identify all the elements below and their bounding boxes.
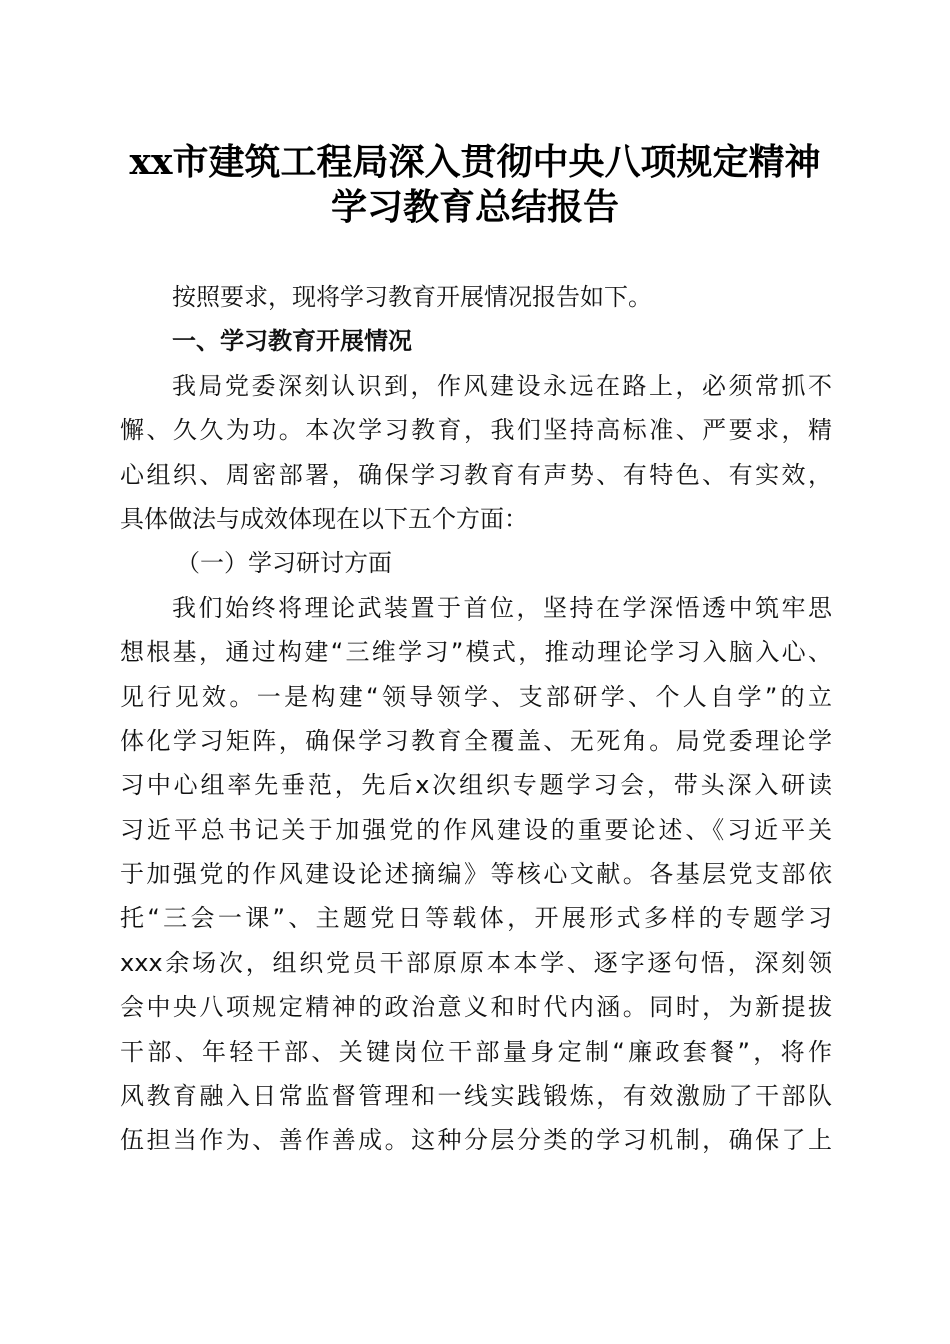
paragraph-line: xxx余场次，组织党员干部原原本本学、逐字逐句悟，深刻领 xyxy=(120,948,832,977)
paragraph-line: 风教育融入日常监督管理和一线实践锻炼，有效激励了干部队 xyxy=(120,1082,832,1111)
paragraph-line: 托“三会一课”、主题党日等载体，开展形式多样的专题学习 xyxy=(120,904,832,933)
document-body xyxy=(120,275,832,1163)
paragraph-line: 体化学习矩阵，确保学习教育全覆盖、无死角。局党委理论学 xyxy=(120,726,832,755)
section-heading: 一、学习教育开展情况 xyxy=(172,327,412,356)
paragraph-line: 伍担当作为、善作善成。这种分层分类的学习机制，确保了上 xyxy=(120,1126,832,1155)
paragraph-line: 见行见效。一是构建“领导领学、支部研学、个人自学”的立 xyxy=(120,682,832,711)
paragraph-line: 具体做法与成效体现在以下五个方面： xyxy=(120,504,528,533)
paragraph-line: 想根基，通过构建“三维学习”模式，推动理论学习入脑入心、 xyxy=(120,638,832,667)
paragraph-line: 习中心组率先垂范，先后x次组织专题学习会，带头深入研读 xyxy=(120,771,832,800)
paragraph-line: 懈、久久为功。本次学习教育，我们坚持高标准、严要求，精 xyxy=(120,416,832,445)
paragraph-line: 于加强党的作风建设论述摘编》等核心文献。各基层党支部依 xyxy=(120,860,832,889)
paragraph-line: 习近平总书记关于加强党的作风建设的重要论述、《习近平关 xyxy=(120,815,832,844)
paragraph-line: 会中央八项规定精神的政治意义和时代内涵。同时，为新提拔 xyxy=(120,993,832,1022)
paragraph-line: 干部、年轻干部、关键岗位干部量身定制“廉政套餐”，将作 xyxy=(120,1037,832,1066)
paragraph-line: 我们始终将理论武装置于首位，坚持在学深悟透中筑牢思 xyxy=(172,593,832,622)
document-title-line-1: xx市建筑工程局深入贯彻中央八项规定精神 xyxy=(129,141,821,183)
paragraph-line: 心组织、周密部署，确保学习教育有声势、有特色、有实效， xyxy=(120,460,832,489)
intro-paragraph: 按照要求，现将学习教育开展情况报告如下。 xyxy=(172,283,652,311)
subsection-heading: （一）学习研讨方面 xyxy=(176,549,392,578)
document-title-line-2: 学习教育总结报告 xyxy=(330,186,619,228)
paragraph-line: 我局党委深刻认识到，作风建设永远在路上，必须常抓不 xyxy=(172,371,832,400)
